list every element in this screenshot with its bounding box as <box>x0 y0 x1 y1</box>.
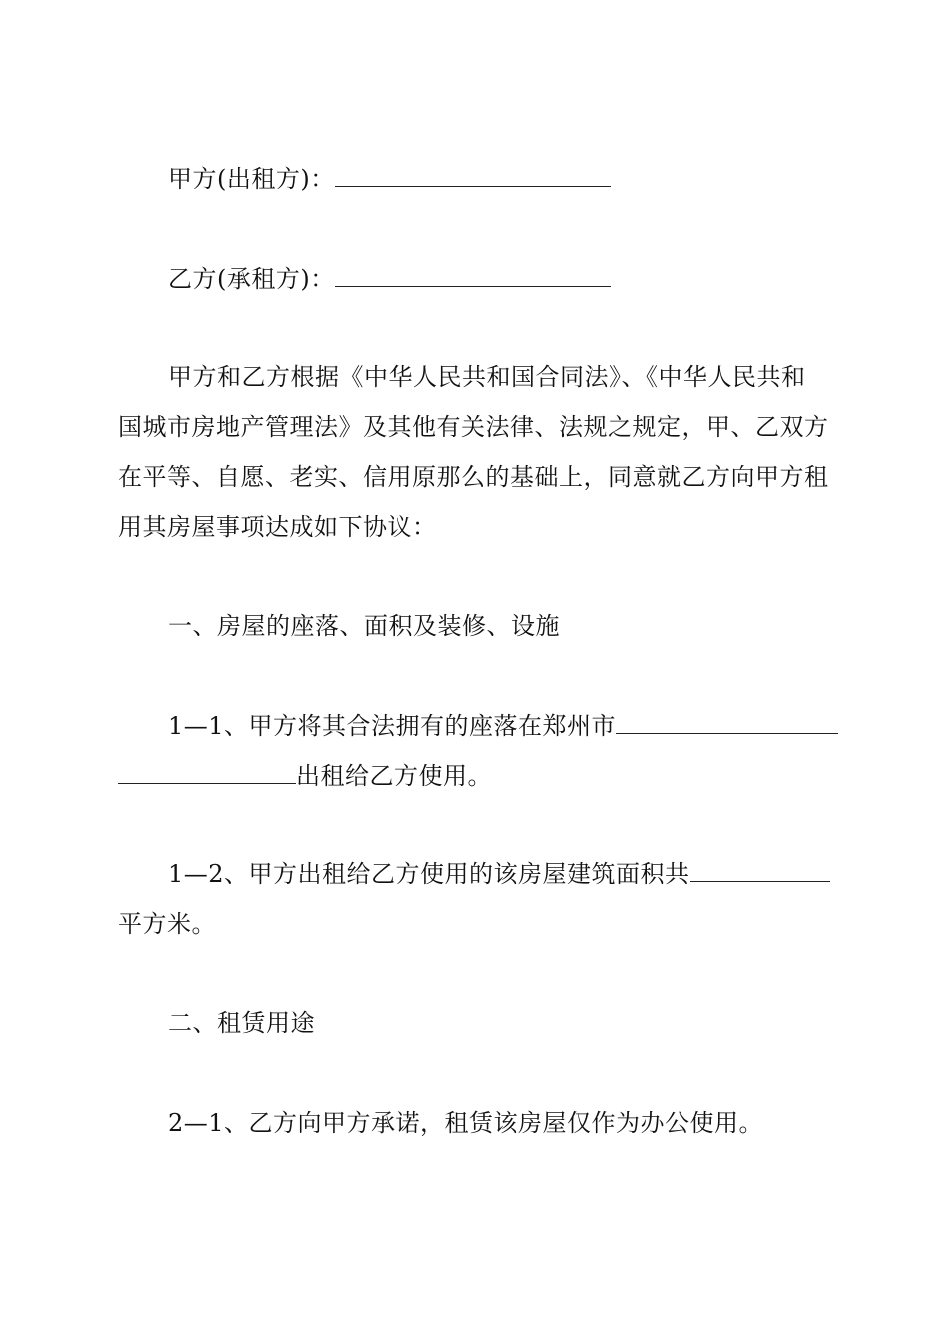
intro-line-4: 用其房屋事项达成如下协议： <box>118 513 437 541</box>
clause-1-2-tail: 平方米。 <box>118 910 216 938</box>
clause-2-1: 2—1、乙方向甲方承诺，租赁该房屋仅作为办公使用。 <box>168 1109 764 1137</box>
clause-1-1-line-2 <box>118 760 492 792</box>
clause-1-2-text: 1—2、甲方出租给乙方使用的该房屋建筑面积共 <box>168 860 690 888</box>
clause-1-1-text: 1—1、甲方将其合法拥有的座落在郑州市 <box>168 712 617 740</box>
location-blank-2 <box>118 763 296 784</box>
party-a-blank <box>335 166 611 187</box>
intro-line-1: 甲方和乙方根据《中华人民共和国合同法》、《中华人民共和 <box>168 363 806 391</box>
intro-line-2: 国城市房地产管理法》及其他有关法律、法规之规定，甲、乙双方 <box>118 413 829 441</box>
party-b-label: 乙方(承租方)： <box>168 265 335 293</box>
intro-line-3: 在平等、自愿、老实、信用原那么的基础上，同意就乙方向甲方租 <box>118 463 829 491</box>
party-a-label: 甲方(出租方)： <box>168 165 335 193</box>
location-blank-1 <box>616 713 838 734</box>
clause-1-1-tail: 出租给乙方使用。 <box>296 762 492 790</box>
clause-1-1-line-1 <box>168 710 838 742</box>
party-a-line <box>168 163 611 195</box>
party-b-line <box>168 263 611 295</box>
clause-1-2-line-1 <box>168 858 830 890</box>
party-b-blank <box>335 266 611 287</box>
section-1-heading: 一、房屋的座落、面积及装修、设施 <box>168 612 560 640</box>
area-blank <box>690 861 830 882</box>
section-2-heading: 二、租赁用途 <box>168 1009 315 1037</box>
